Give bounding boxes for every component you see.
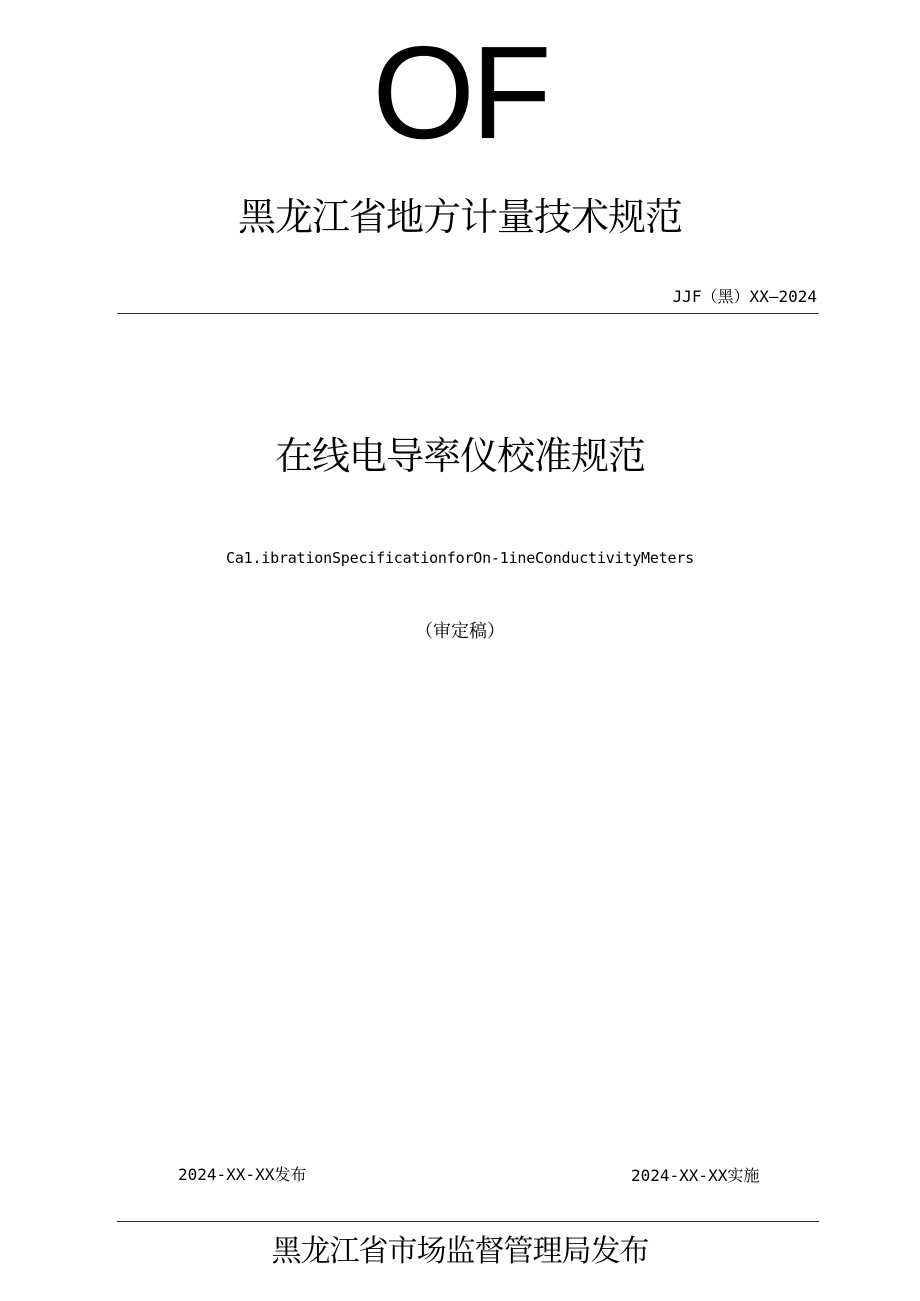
standard-series-heading: 黑龙江省地方计量技术规范 — [237, 195, 682, 239]
draft-status: （审定稿） — [415, 621, 505, 642]
standard-logo: OF — [372, 19, 548, 166]
standard-code: JJF（黑）XX—2024 — [672, 287, 817, 306]
publisher: 黑龙江省市场监督管理局发布 — [271, 1234, 649, 1269]
document-title-zh: 在线电导率仪校准规范 — [274, 434, 645, 478]
bottom-divider — [117, 1221, 819, 1222]
effective-date: 2024-XX-XX实施 — [631, 1166, 760, 1185]
top-divider — [117, 313, 819, 314]
publish-date: 2024-XX-XX发布 — [178, 1165, 307, 1184]
document-title-en: Ca1.ibrationSpecificationforOn-1ineConductivityMeters — [225, 549, 695, 567]
